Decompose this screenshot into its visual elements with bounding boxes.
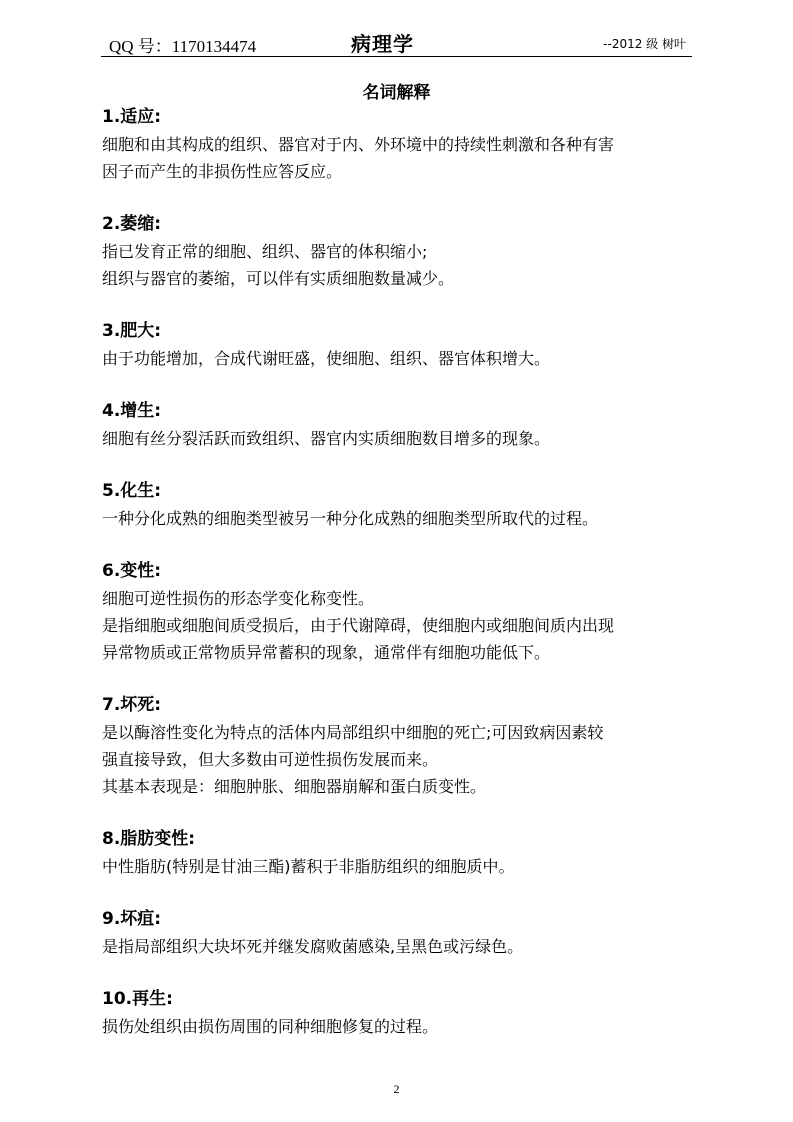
- term-definition-line: 其基本表现是：细胞肿胀、细胞器崩解和蛋白质变性。: [102, 777, 487, 796]
- term-definition-line: 因子而产生的非损伤性应答反应。: [102, 162, 343, 181]
- term-title: 5.化生:: [102, 481, 162, 501]
- section-title: 名词解释: [362, 83, 431, 103]
- term-definition-line: 一种分化成熟的细胞类型被另一种分化成熟的细胞类型所取代的过程。: [102, 509, 599, 528]
- term-definition-line: 是以酶溶性变化为特点的活体内局部组织中细胞的死亡;可因致病因素较: [102, 723, 604, 742]
- header-divider: [101, 56, 692, 57]
- page-number: 2: [393, 1082, 400, 1096]
- term-definition-line: 异常物质或正常物质异常蓄积的现象，通常伴有细胞功能低下。: [102, 643, 551, 662]
- term-definition-line: 细胞有丝分裂活跃而致组织、器官内实质细胞数目增多的现象。: [102, 429, 551, 448]
- term-title: 4.增生:: [102, 401, 162, 421]
- term-entry: [102, 318, 702, 372]
- subject-title: 病理学: [351, 32, 414, 56]
- term-definition-line: 由于功能增加，合成代谢旺盛，使细胞、组织、器官体积增大。: [102, 349, 551, 368]
- term-entry: [102, 398, 702, 452]
- term-definition-line: 细胞和由其构成的组织、器官对于内、外环境中的持续性刺激和各种有害: [102, 135, 615, 154]
- term-definition-line: 细胞可逆性损伤的形态学变化称变性。: [102, 589, 375, 608]
- term-title: 2.萎缩:: [102, 214, 162, 234]
- term-definition-line: 是指局部组织大块坏死并继发腐败菌感染,呈黑色或污绿色。: [102, 937, 524, 956]
- term-entry: [102, 478, 702, 532]
- term-entry: [102, 104, 702, 185]
- term-title: 6.变性:: [102, 561, 162, 581]
- term-entry: [102, 692, 702, 800]
- term-entry: [102, 906, 702, 960]
- term-title: 8.脂肪变性:: [102, 829, 196, 849]
- term-title: 3.肥大:: [102, 321, 162, 341]
- term-definition-line: 中性脂肪(特别是甘油三酯)蓄积于非脂肪组织的细胞质中。: [102, 857, 515, 876]
- term-title: 10.再生:: [102, 989, 173, 1009]
- term-title: 7.坏死:: [102, 695, 162, 715]
- term-definition-line: 组织与器官的萎缩，可以伴有实质细胞数量减少。: [102, 269, 455, 288]
- term-title: 9.坏疽:: [102, 909, 162, 929]
- term-entry: [102, 211, 702, 292]
- term-definition-line: 是指细胞或细胞间质受损后，由于代谢障碍，使细胞内或细胞间质内出现: [102, 616, 615, 635]
- term-definition-line: 指已发育正常的细胞、组织、器官的体积缩小;: [102, 242, 428, 261]
- page-header: [101, 26, 692, 58]
- term-definition-line: 强直接导致，但大多数由可逆性损伤发展而来。: [102, 750, 439, 769]
- terms-list: [102, 104, 702, 1066]
- term-entry: [102, 986, 702, 1040]
- term-entry: [102, 558, 702, 666]
- qq-number: QQ 号：1170134474: [109, 37, 257, 56]
- term-title: 1.适应:: [102, 107, 162, 127]
- term-entry: [102, 826, 702, 880]
- class-author: --2012 级 树叶: [603, 37, 686, 51]
- term-definition-line: 损伤处组织由损伤周围的同种细胞修复的过程。: [102, 1017, 439, 1036]
